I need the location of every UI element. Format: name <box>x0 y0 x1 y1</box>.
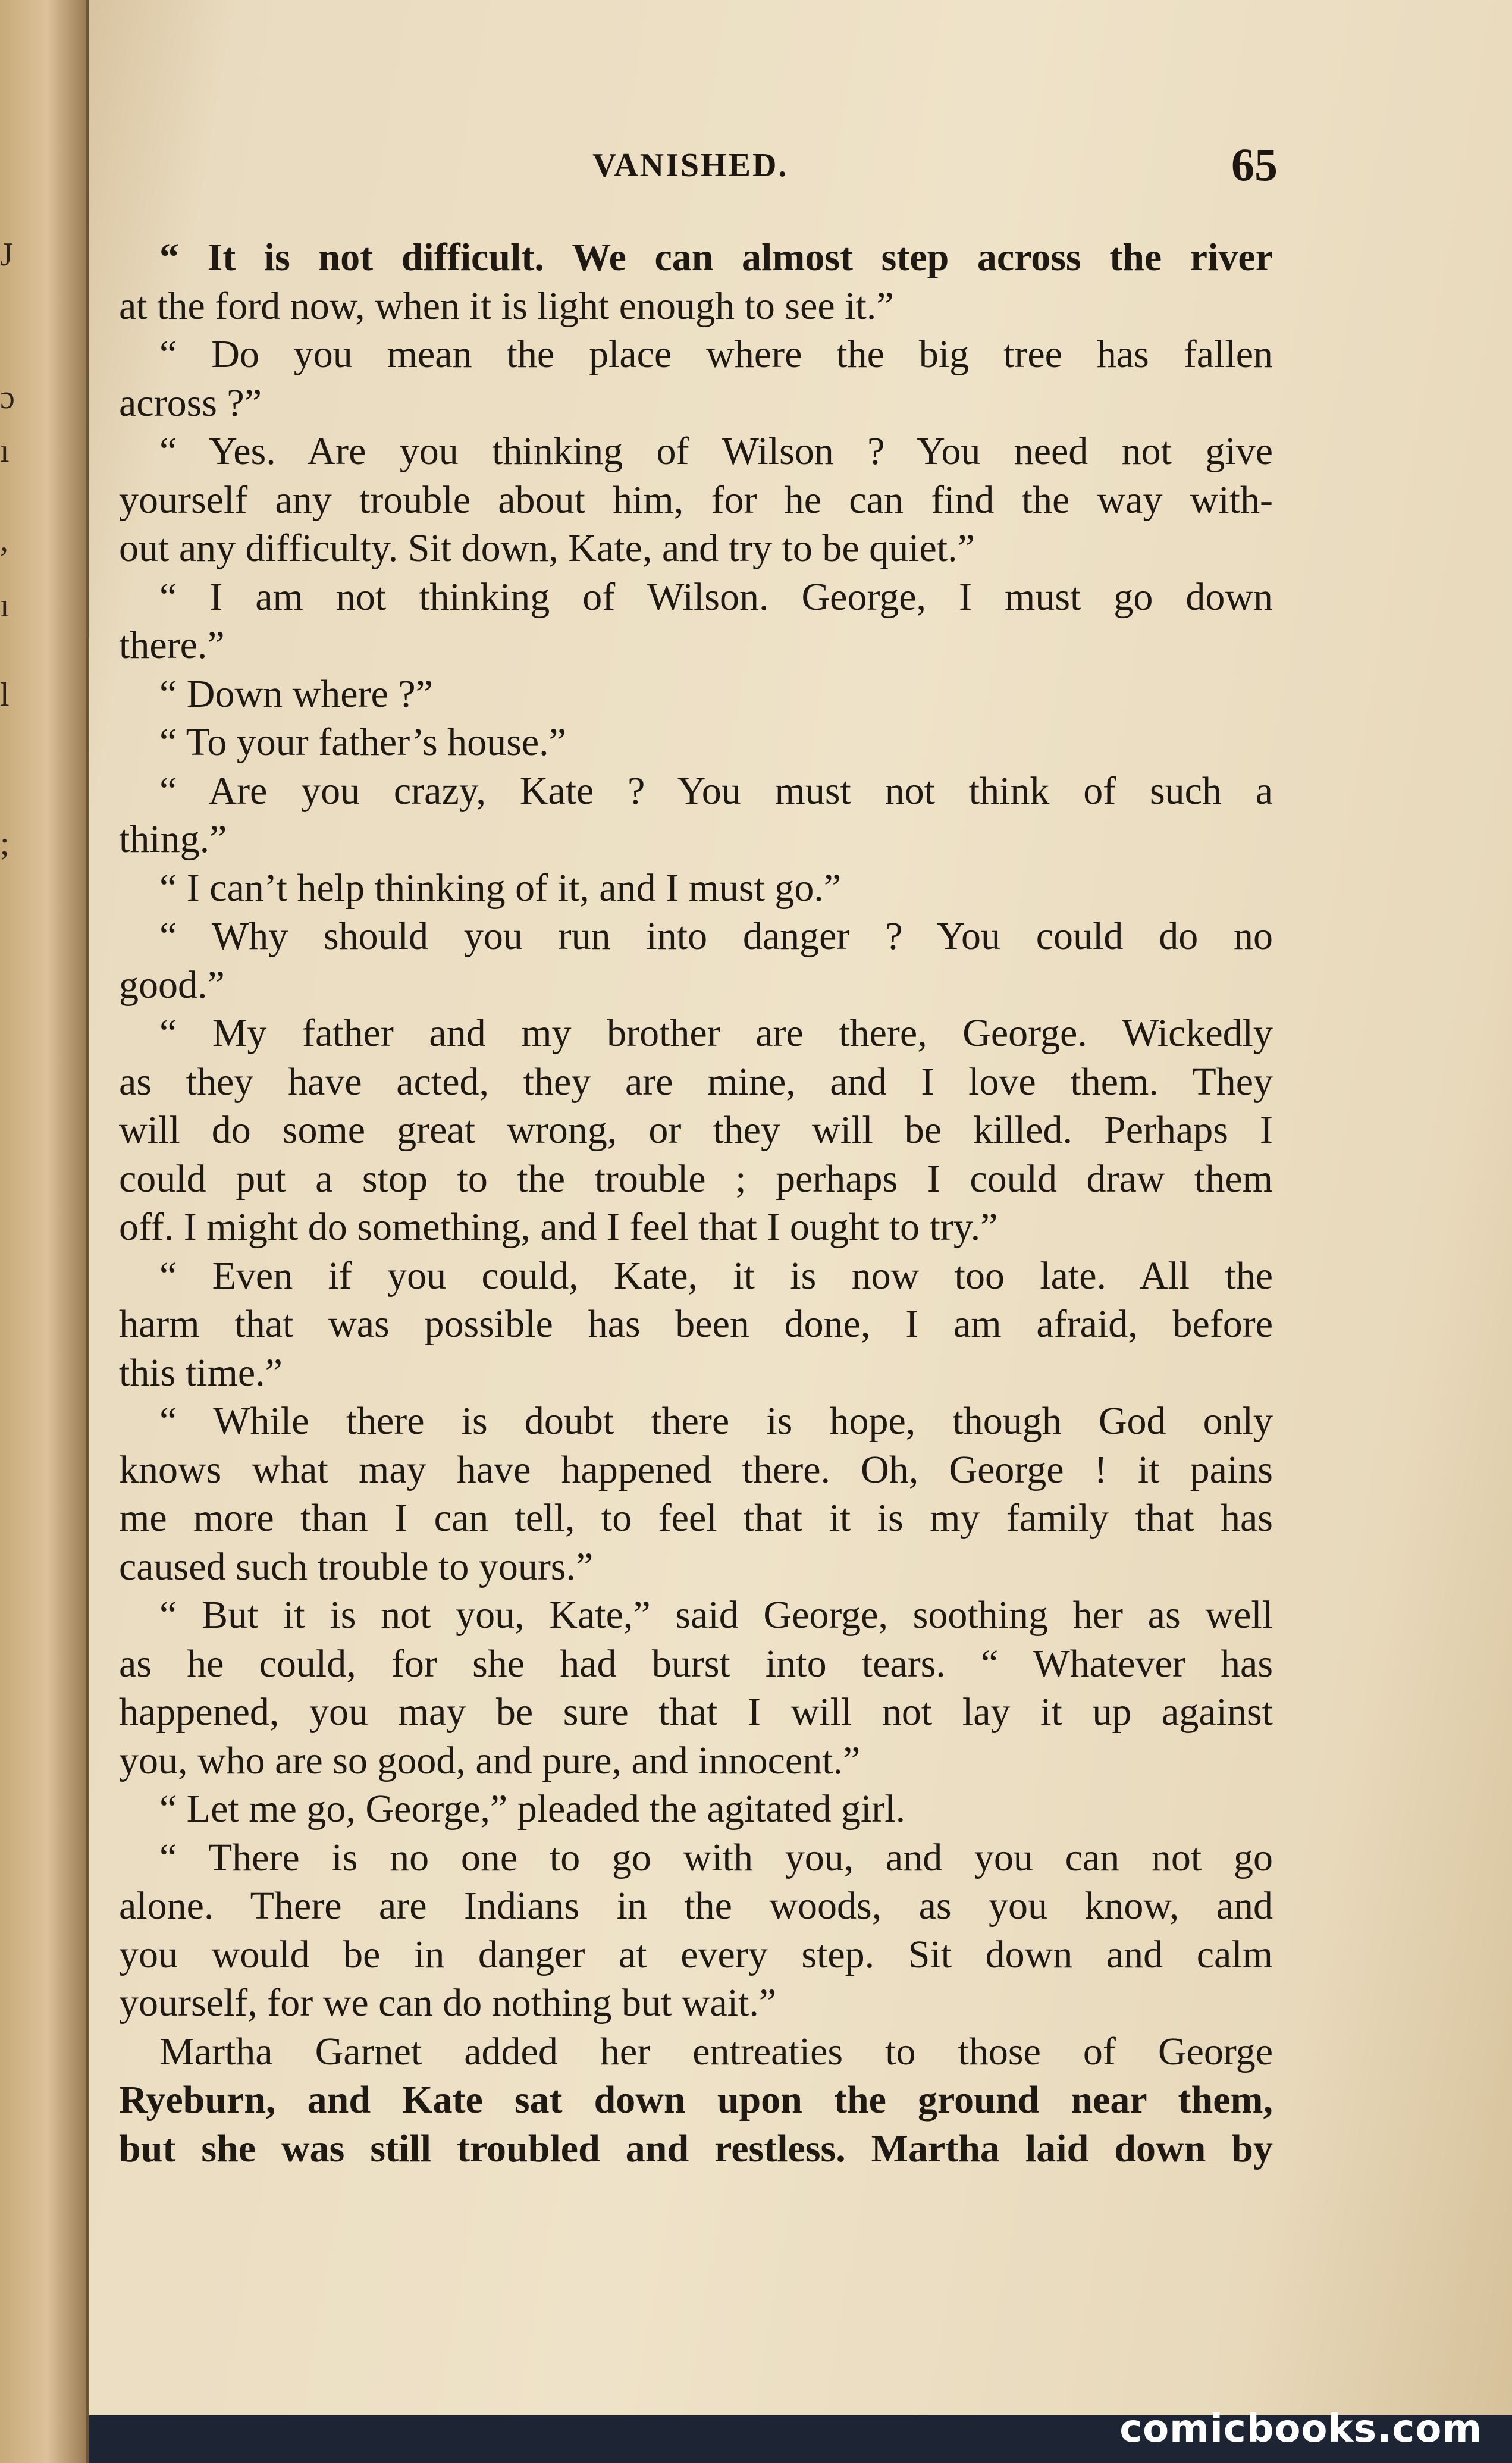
edge-glyph: ı <box>0 587 10 624</box>
text-line: this time.” <box>119 1350 283 1395</box>
text-line: Ryeburn, and Kate sat down upon the ground near them, <box>119 2078 1273 2122</box>
edge-glyph: , <box>0 522 8 559</box>
text-line: caused such trouble to yours.” <box>119 1544 594 1588</box>
text-line: me more than I can tell, to feel that it is my family that has <box>119 1496 1273 1540</box>
text-line: there.” <box>119 623 225 667</box>
edge-glyph: ; <box>0 825 10 862</box>
site-watermark: comicbooks.com <box>1119 2407 1482 2451</box>
text-line: across ?” <box>119 381 262 425</box>
text-line: will do some great wrong, or they will be killed. Perhaps I <box>119 1108 1273 1152</box>
text-line: knows what may have happened there. Oh, George ! it pains <box>119 1447 1273 1491</box>
edge-glyph: J <box>0 236 13 273</box>
text-line: “ It is not difficult. We can almost step across the river <box>159 236 1273 279</box>
text-line: good.” <box>119 963 225 1007</box>
text-line: harm that was possible has been done, I am afraid, before <box>119 1302 1273 1346</box>
book-page <box>89 0 1512 2415</box>
text-line: “ Let me go, George,” pleaded the agitated girl. <box>159 1787 906 1831</box>
text-line: could put a stop to the trouble ; perhaps I could draw them <box>119 1157 1273 1201</box>
text-line: “ Do you mean the place where the big tree has fallen <box>159 333 1273 376</box>
text-line: “ To your father’s house.” <box>159 720 566 764</box>
text-line: happened, you may be sure that I will not lay it up against <box>119 1690 1273 1734</box>
text-line: “ Down where ?” <box>159 672 433 716</box>
text-line: “ I am not thinking of Wilson. George, I must go down <box>159 575 1273 619</box>
text-line: you would be in danger at every step. Sit down and calm <box>119 1932 1273 1976</box>
edge-glyph: ɔ <box>0 379 15 416</box>
text-line: you, who are so good, and pure, and innocent.” <box>119 1738 861 1782</box>
text-line: “ My father and my brother are there, George. Wickedly <box>159 1011 1273 1055</box>
text-line: alone. There are Indians in the woods, as you know, and <box>119 1884 1273 1928</box>
text-line: yourself, for we can do nothing but wait.” <box>119 1981 777 2025</box>
text-line: out any difficulty. Sit down, Kate, and try to be quiet.” <box>119 527 975 570</box>
text-line: “ There is no one to go with you, and you can not go <box>159 1835 1273 1879</box>
edge-glyph: ı <box>0 433 10 469</box>
text-line: thing.” <box>119 817 227 861</box>
text-line: but she was still troubled and restless. Martha laid down by <box>119 2126 1273 2170</box>
text-line: off. I might do something, and I feel that I ought to try.” <box>119 1205 998 1249</box>
text-line: “ Yes. Are you thinking of Wilson ? You need not give <box>159 430 1273 473</box>
text-line: “ I can’t help thinking of it, and I must go.” <box>159 866 842 910</box>
text-line: “ Are you crazy, Kate ? You must not think of such a <box>159 769 1273 813</box>
facing-page-edge <box>0 0 89 2463</box>
text-line: Martha Garnet added her entreaties to those of George <box>159 2029 1273 2073</box>
text-line: “ While there is doubt there is hope, though God only <box>159 1399 1273 1443</box>
text-line: “ Even if you could, Kate, it is now too late. All the <box>159 1254 1273 1298</box>
text-line: “ But it is not you, Kate,” said George, soothing her as well <box>159 1593 1273 1637</box>
text-line: as he could, for she had burst into tears. “ Whatever has <box>119 1641 1273 1685</box>
page-header <box>89 138 1512 192</box>
text-line: yourself any trouble about him, for he can find the way with- <box>119 478 1273 522</box>
text-line: at the ford now, when it is light enough to see it.” <box>119 284 894 328</box>
edge-glyph: l <box>0 676 10 713</box>
page-number: 65 <box>1231 139 1278 190</box>
text-line: “ Why should you run into danger ? You could do no <box>159 914 1273 958</box>
body-text <box>119 233 1273 2173</box>
text-line: as they have acted, they are mine, and I love them. They <box>119 1060 1273 1104</box>
running-head: VANISHED. <box>592 147 789 184</box>
